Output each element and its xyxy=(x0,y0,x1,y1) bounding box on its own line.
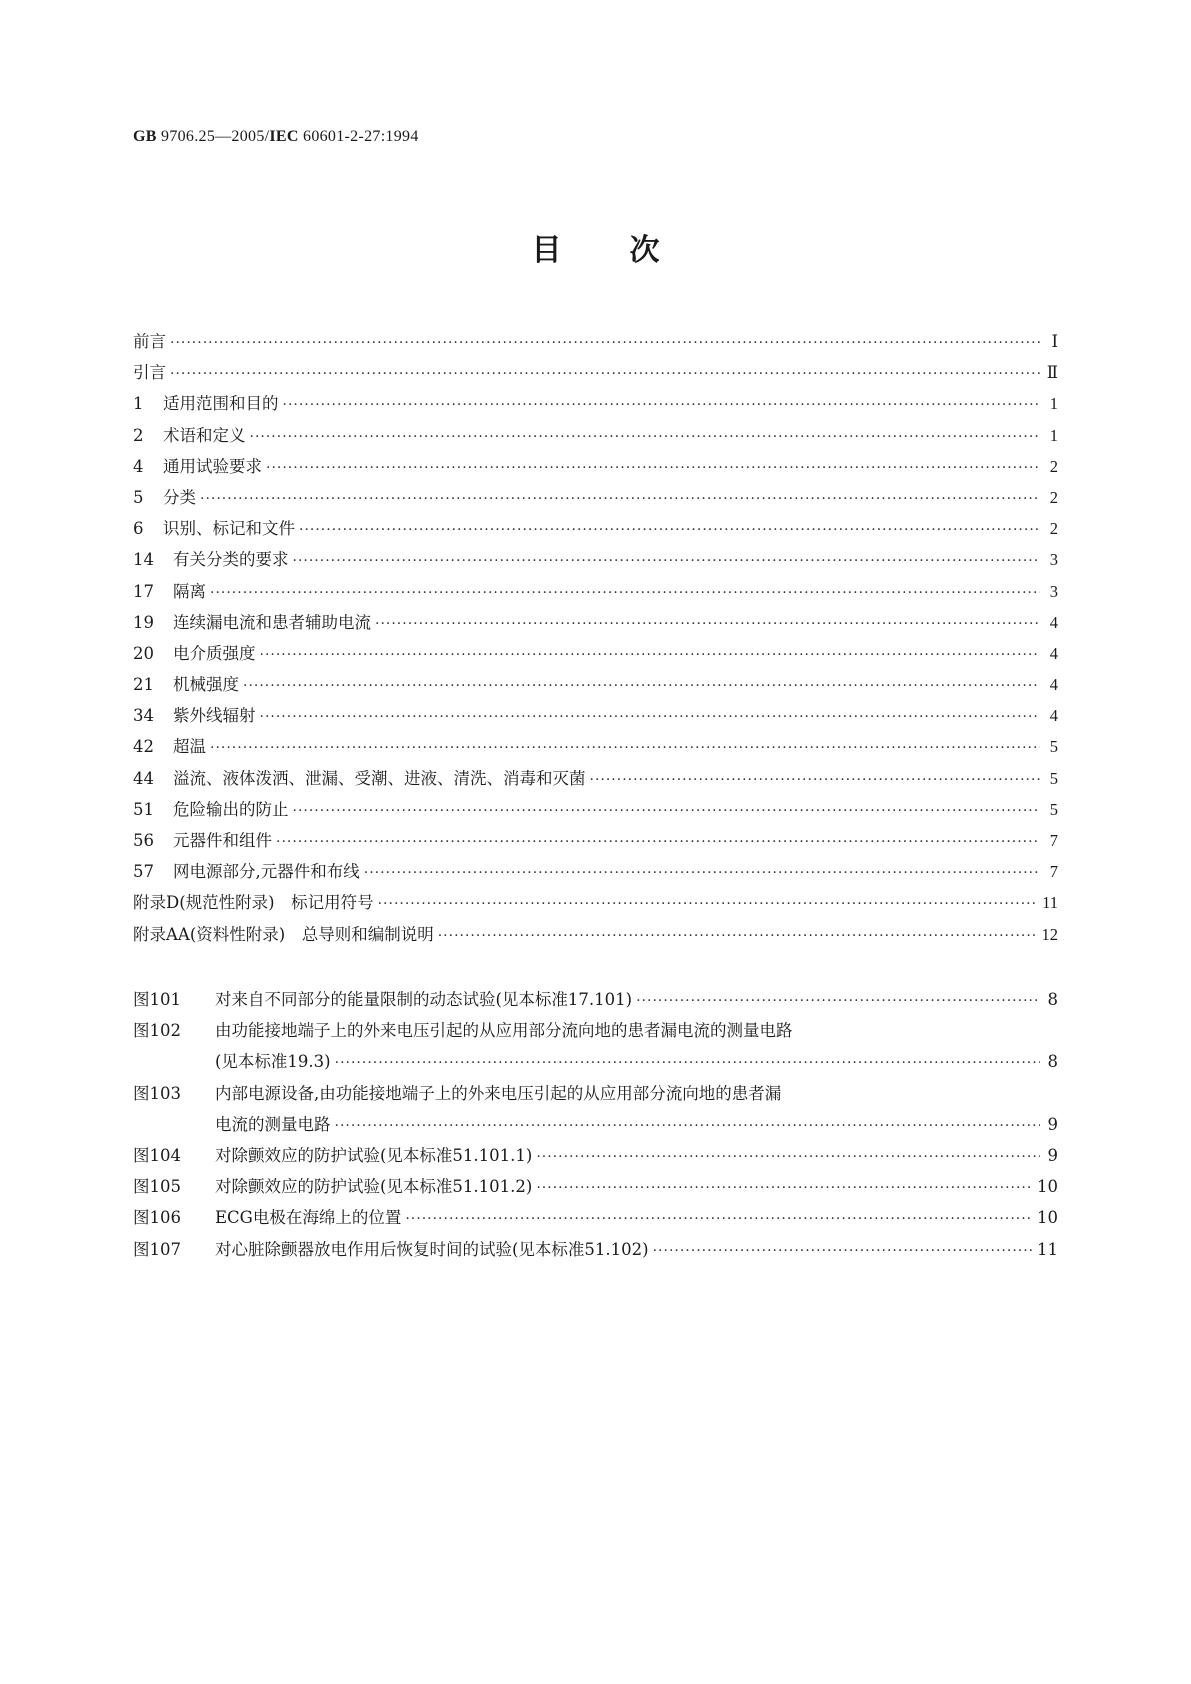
title-char-1: 目 xyxy=(531,233,562,268)
leader-dots xyxy=(276,834,1040,850)
toc-entry[interactable] xyxy=(133,609,1058,640)
figure-number: 图103 xyxy=(133,1083,181,1103)
figure-number: 图105 xyxy=(133,1177,181,1197)
toc-entry[interactable] xyxy=(133,515,1058,546)
toc-entry-title: 术语和定义 xyxy=(163,425,246,445)
toc-entry-page: 5 xyxy=(1049,737,1058,757)
figure-entry[interactable] xyxy=(133,1017,1058,1048)
toc-entry-number: 56 xyxy=(133,831,154,850)
figure-entry[interactable] xyxy=(133,1204,1058,1235)
toc-entry-title: 紫外线辐射 xyxy=(173,706,256,726)
toc-entry-number: 57 xyxy=(133,862,154,882)
toc-entry[interactable] xyxy=(133,733,1058,764)
figure-page: 9 xyxy=(1047,1114,1058,1134)
toc-entry-number: 20 xyxy=(133,643,154,663)
toc-entry-number: 42 xyxy=(133,737,154,757)
toc-entry-page: 2 xyxy=(1049,519,1058,539)
toc-entry-title: 有关分类的要求 xyxy=(173,550,289,570)
figure-entry-continuation[interactable] xyxy=(133,1048,1058,1079)
figure-entry[interactable] xyxy=(133,1236,1058,1267)
toc-entry-title: 附录D(规范性附录) 标记用符号 xyxy=(133,893,374,913)
leader-dots xyxy=(378,896,1039,912)
toc-entry-number: 5 xyxy=(133,487,144,507)
leader-dots xyxy=(170,366,1040,382)
standard-number xyxy=(133,128,419,146)
figure-title: ECG电极在海绵上的位置 xyxy=(215,1208,402,1228)
leader-dots xyxy=(536,1149,1040,1165)
toc-entry[interactable] xyxy=(133,640,1058,671)
leader-dots xyxy=(405,1211,1033,1227)
toc-entry-page: Ⅰ xyxy=(1051,332,1058,351)
toc-entry-page: 5 xyxy=(1049,799,1058,819)
leader-dots xyxy=(335,1055,1040,1071)
toc-entry-page: 4 xyxy=(1049,643,1058,663)
toc-entry-title: 超温 xyxy=(173,737,206,757)
toc-entry-title: 危险输出的防止 xyxy=(173,799,289,819)
figure-number: 图106 xyxy=(133,1208,181,1228)
toc-entry-page: 1 xyxy=(1049,394,1058,414)
toc-entry[interactable] xyxy=(133,453,1058,484)
figure-page: 8 xyxy=(1047,990,1058,1009)
toc-entry-page: 4 xyxy=(1049,675,1058,695)
toc-entry-title: 网电源部分,元器件和布线 xyxy=(173,862,360,882)
table-of-contents xyxy=(133,328,1058,952)
figure-title: 对来自不同部分的能量限制的动态试验(见本标准17.101) xyxy=(215,990,633,1009)
toc-entry-title: 机械强度 xyxy=(173,675,239,695)
figure-list xyxy=(133,986,1058,1267)
std-prefix: GB xyxy=(133,128,157,145)
toc-entry-page: 2 xyxy=(1049,487,1058,507)
toc-entry-page: 4 xyxy=(1049,706,1058,726)
leader-dots xyxy=(299,522,1040,538)
leader-dots xyxy=(260,709,1041,725)
leader-dots xyxy=(364,865,1040,881)
figure-page: 10 xyxy=(1037,1177,1058,1197)
toc-entry-title: 连续漏电流和患者辅助电流 xyxy=(173,612,371,632)
figure-title: 内部电源设备,由功能接地端子上的外来电压引起的从应用部分流向地的患者漏 xyxy=(215,1083,782,1103)
toc-entry[interactable] xyxy=(133,359,1058,390)
leader-dots xyxy=(636,993,1040,1009)
figure-page: 9 xyxy=(1047,1145,1058,1165)
toc-entry[interactable] xyxy=(133,328,1058,359)
toc-entry[interactable] xyxy=(133,578,1058,609)
toc-entry-title: 溢流、液体泼洒、泄漏、受潮、进液、清洗、消毒和灭菌 xyxy=(173,768,586,788)
toc-entry[interactable] xyxy=(133,546,1058,577)
figure-entry[interactable] xyxy=(133,1142,1058,1173)
figure-entry[interactable] xyxy=(133,1173,1058,1204)
toc-entry-title: 识别、标记和文件 xyxy=(163,519,295,539)
toc-entry-title: 隔离 xyxy=(173,581,206,601)
toc-entry-number: 19 xyxy=(133,612,154,632)
toc-entry-page: 2 xyxy=(1049,456,1058,476)
leader-dots xyxy=(260,647,1041,663)
toc-entry-page: 7 xyxy=(1049,862,1058,882)
toc-entry-number: 4 xyxy=(133,456,144,476)
iec-number: 60601-2-27:1994 xyxy=(298,128,419,145)
toc-entry[interactable] xyxy=(133,484,1058,515)
iec-prefix: IEC xyxy=(269,128,299,145)
leader-dots xyxy=(375,616,1040,632)
toc-entry-number: 6 xyxy=(133,519,144,539)
toc-entry-page: 5 xyxy=(1049,768,1058,788)
leader-dots xyxy=(266,460,1040,476)
toc-entry-title: 分类 xyxy=(163,487,196,507)
figure-number: 图102 xyxy=(133,1021,181,1041)
leader-dots xyxy=(170,335,1040,351)
toc-entry-title: 适用范围和目的 xyxy=(163,394,279,414)
toc-entry[interactable] xyxy=(133,390,1058,421)
figure-number: 图104 xyxy=(133,1145,181,1165)
figure-title: 对除颤效应的防护试验(见本标准51.101.1) xyxy=(215,1145,533,1165)
figure-number: 图101 xyxy=(133,990,181,1009)
toc-entry[interactable] xyxy=(133,889,1058,920)
toc-entry-number: 51 xyxy=(133,799,154,819)
toc-entry-page: 7 xyxy=(1049,831,1058,850)
figure-page: 8 xyxy=(1047,1052,1058,1072)
toc-entry-title: 前言 xyxy=(133,332,166,351)
leader-dots xyxy=(590,772,1041,788)
leader-dots xyxy=(200,491,1040,507)
title-char-2: 次 xyxy=(629,233,660,268)
toc-entry[interactable] xyxy=(133,671,1058,702)
figure-title-continued: (见本标准19.3) xyxy=(215,1052,331,1072)
toc-entry[interactable] xyxy=(133,796,1058,827)
leader-dots xyxy=(438,928,1038,944)
toc-entry-number: 14 xyxy=(133,550,154,570)
figure-entry-continuation[interactable] xyxy=(133,1111,1058,1142)
toc-entry-page: 1 xyxy=(1049,425,1058,445)
toc-entry[interactable] xyxy=(133,858,1058,889)
toc-entry[interactable] xyxy=(133,702,1058,733)
leader-dots xyxy=(536,1180,1033,1196)
figure-entry[interactable] xyxy=(133,1080,1058,1111)
toc-entry-number: 17 xyxy=(133,581,154,601)
leader-dots xyxy=(243,678,1040,694)
toc-entry[interactable] xyxy=(133,765,1058,796)
toc-entry[interactable] xyxy=(133,827,1058,858)
toc-entry-page: 12 xyxy=(1041,924,1058,944)
toc-entry-title: 引言 xyxy=(133,363,166,383)
leader-dots xyxy=(293,553,1041,569)
leader-dots xyxy=(335,1118,1041,1134)
figure-title-continued: 电流的测量电路 xyxy=(215,1114,331,1134)
toc-entry-number: 1 xyxy=(133,394,144,414)
figure-entry[interactable] xyxy=(133,986,1058,1017)
toc-entry-title: 通用试验要求 xyxy=(163,456,262,476)
toc-entry[interactable] xyxy=(133,422,1058,453)
toc-entry[interactable] xyxy=(133,921,1058,952)
toc-entry-title: 电介质强度 xyxy=(173,643,256,663)
figure-page: 10 xyxy=(1037,1208,1058,1228)
std-number: 9706.25—2005/ xyxy=(156,128,270,145)
figure-title: 对心脏除颤器放电作用后恢复时间的试验(见本标准51.102) xyxy=(215,1239,649,1259)
figure-number: 图107 xyxy=(133,1239,181,1259)
toc-entry-title: 附录AA(资料性附录) 总导则和编制说明 xyxy=(133,924,434,944)
toc-entry-page: Ⅱ xyxy=(1046,363,1058,383)
toc-entry-page: 3 xyxy=(1049,581,1058,601)
leader-dots xyxy=(293,803,1041,819)
toc-entry-page: 11 xyxy=(1042,893,1058,913)
toc-entry-title: 元器件和组件 xyxy=(173,831,272,850)
toc-entry-number: 44 xyxy=(133,768,154,788)
toc-entry-number: 2 xyxy=(133,425,144,445)
leader-dots xyxy=(250,429,1041,445)
leader-dots xyxy=(283,397,1041,413)
figure-title: 由功能接地端子上的外来电压引起的从应用部分流向地的患者漏电流的测量电路 xyxy=(215,1021,793,1041)
toc-entry-page: 4 xyxy=(1049,612,1058,632)
figure-title: 对除颤效应的防护试验(见本标准51.101.2) xyxy=(215,1177,533,1197)
toc-entry-number: 21 xyxy=(133,675,154,695)
toc-entry-number: 34 xyxy=(133,706,154,726)
page-title xyxy=(0,225,1191,269)
toc-entry-page: 3 xyxy=(1049,550,1058,570)
leader-dots xyxy=(210,740,1040,756)
leader-dots xyxy=(653,1243,1033,1259)
leader-dots xyxy=(210,585,1040,601)
figure-page: 11 xyxy=(1037,1239,1058,1259)
